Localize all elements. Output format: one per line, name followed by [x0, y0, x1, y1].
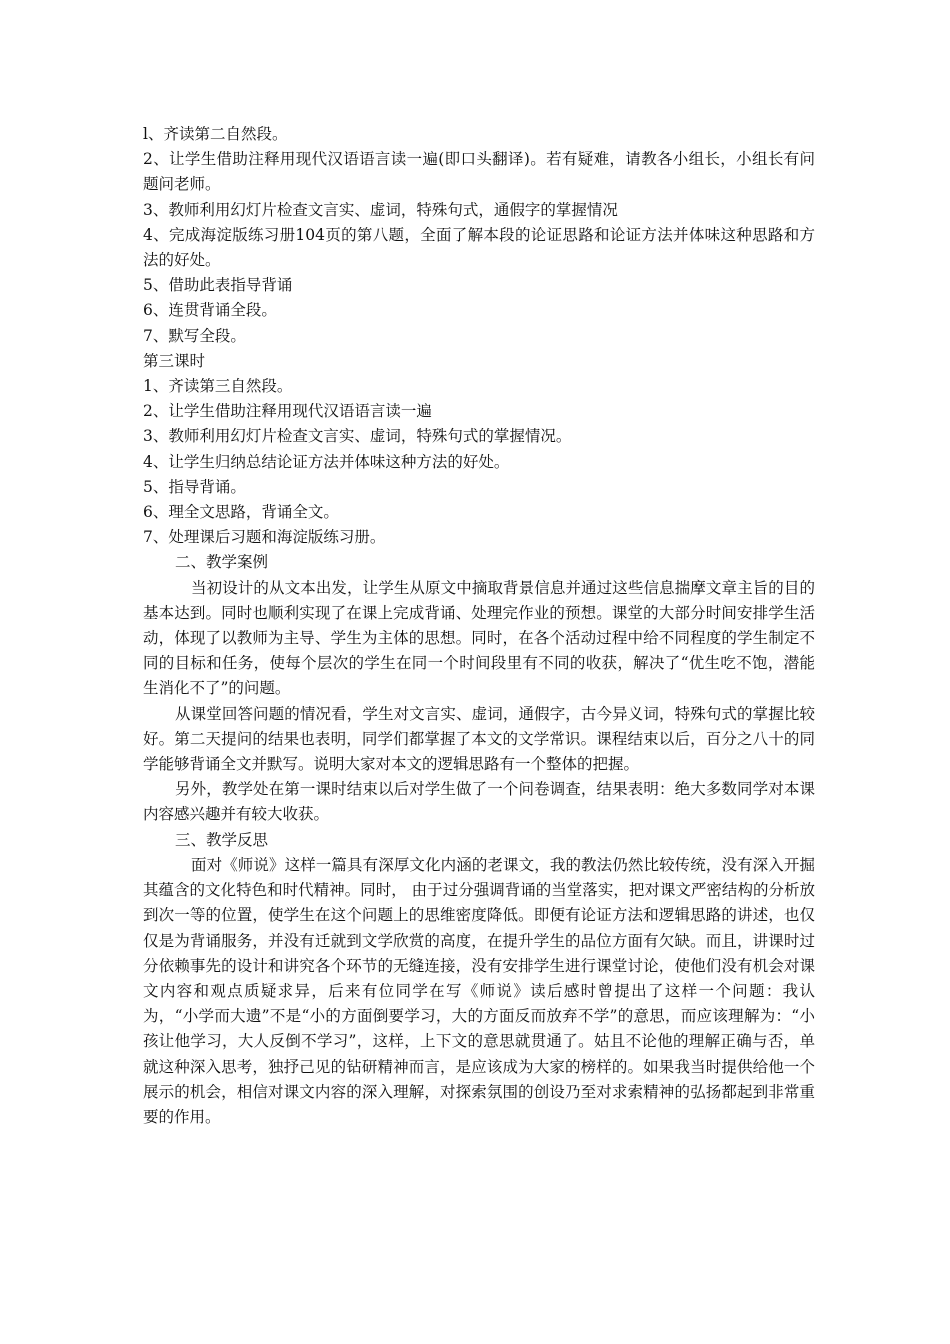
body-paragraph: 从课堂回答问题的情况看，学生对文言实、虚词，通假字，古今异义词，特殊句式的掌握比较好。第二天提问的结果也表明，同学们都掌握了本文的文学常识。课程结束以后，百分之八十的同学能够背诵全文并默写。说明大家对本文的逻辑思路有一个整体的把握。 — [143, 704, 815, 774]
step-item: 7、默写全段。 — [143, 326, 246, 345]
step-item: 4、让学生归纳总结论证方法并体味这种方法的好处。 — [143, 452, 510, 471]
step-item: 6、连贯背诵全段。 — [143, 301, 277, 320]
section-heading: 二、教学案例 — [175, 553, 269, 572]
step-item: 2、让学生借助注释用现代汉语语言读一遍(即口头翻译)。若有疑难，请教各小组长，小组长有问题问老师。 — [143, 150, 815, 194]
document-page — [143, 122, 815, 1130]
step-item: 3、教师利用幻灯片检查文言实、虚词，特殊句式，通假字的掌握情况 — [143, 200, 618, 219]
step-item: 5、指导背诵。 — [143, 477, 246, 496]
body-paragraph: 当初设计的从文本出发，让学生从原文中摘取背景信息并通过这些信息揣摩文章主旨的目的基本达到。同时也顺利实现了在课上完成背诵、处理完作业的预想。课堂的大部分时间安排学生活动，体现了以教师为主导、学生为主体的思想。同时，在各个活动过程中给不同程度的学生制定不同的目标和任务，使每个层次的学生在同一个时间段里有不同的收获，解决了“优生吃不饱，潜能生消化不了”的问题。 — [143, 578, 815, 698]
step-item: l、齐读第二自然段。 — [143, 125, 288, 143]
step-item: 3、教师利用幻灯片检查文言实、虚词，特殊句式的掌握情况。 — [143, 427, 572, 446]
body-paragraph: 面对《师说》这样一篇具有深厚文化内涵的老课文，我的教法仍然比较传统，没有深入开掘其蕴含的文化特色和时代精神。同时， 由于过分强调背诵的当堂落实，把对课文严密结构的分析放到次一等的位置，使学生在这个问题上的思维密度降低。即便有论证方法和逻辑思路的讲述，也仅仅是为背诵服务，并没有迁就到文学欣赏的高度，在提升学生的品位方面有欠缺。而且，讲课时过分依赖事先的设计和讲究各个环节的无缝连接，没有安排学生进行课堂讨论，使他们没有机会对课文内容和观点质疑求异，后来有位同学在写《师说》读后感时曾提出了这样一个问题：我认为，“小学而大遗”不是“小的方面倒要学习，大的方面反而放弃不学”的意思，而应该理解为：“小孩让他学习，大人反倒不学习”，这样，上下文的意思就贯通了。姑且不论他的理解正确与否，单就这种深入思考，独抒己见的钻研精神而言，是应该成为大家的榜样的。如果我当时提供给他一个展示的机会，相信对课文内容的深入理解，对探索氛围的创设乃至对求索精神的弘扬都起到非常重要的作用。 — [143, 855, 815, 1126]
step-item: 2、让学生借助注释用现代汉语语言读一遍 — [143, 402, 432, 421]
section-heading: 三、教学反思 — [175, 830, 269, 849]
lesson-title: 第三课时 — [143, 351, 206, 370]
body-paragraph: 另外，教学处在第一课时结束以后对学生做了一个问卷调查，结果表明：绝大多数同学对本课内容感兴趣并有较大收获。 — [143, 780, 815, 824]
step-item: 7、处理课后习题和海淀版练习册。 — [143, 528, 386, 547]
step-item: 4、完成海淀版练习册104页的第八题，全面了解本段的论证思路和论证方法并体味这种思路和方法的好处。 — [143, 225, 815, 270]
step-item: 1、齐读第三自然段。 — [143, 377, 293, 396]
step-item: 5、借助此表指导背诵 — [143, 276, 293, 295]
step-item: 6、理全文思路，背诵全文。 — [143, 503, 339, 522]
